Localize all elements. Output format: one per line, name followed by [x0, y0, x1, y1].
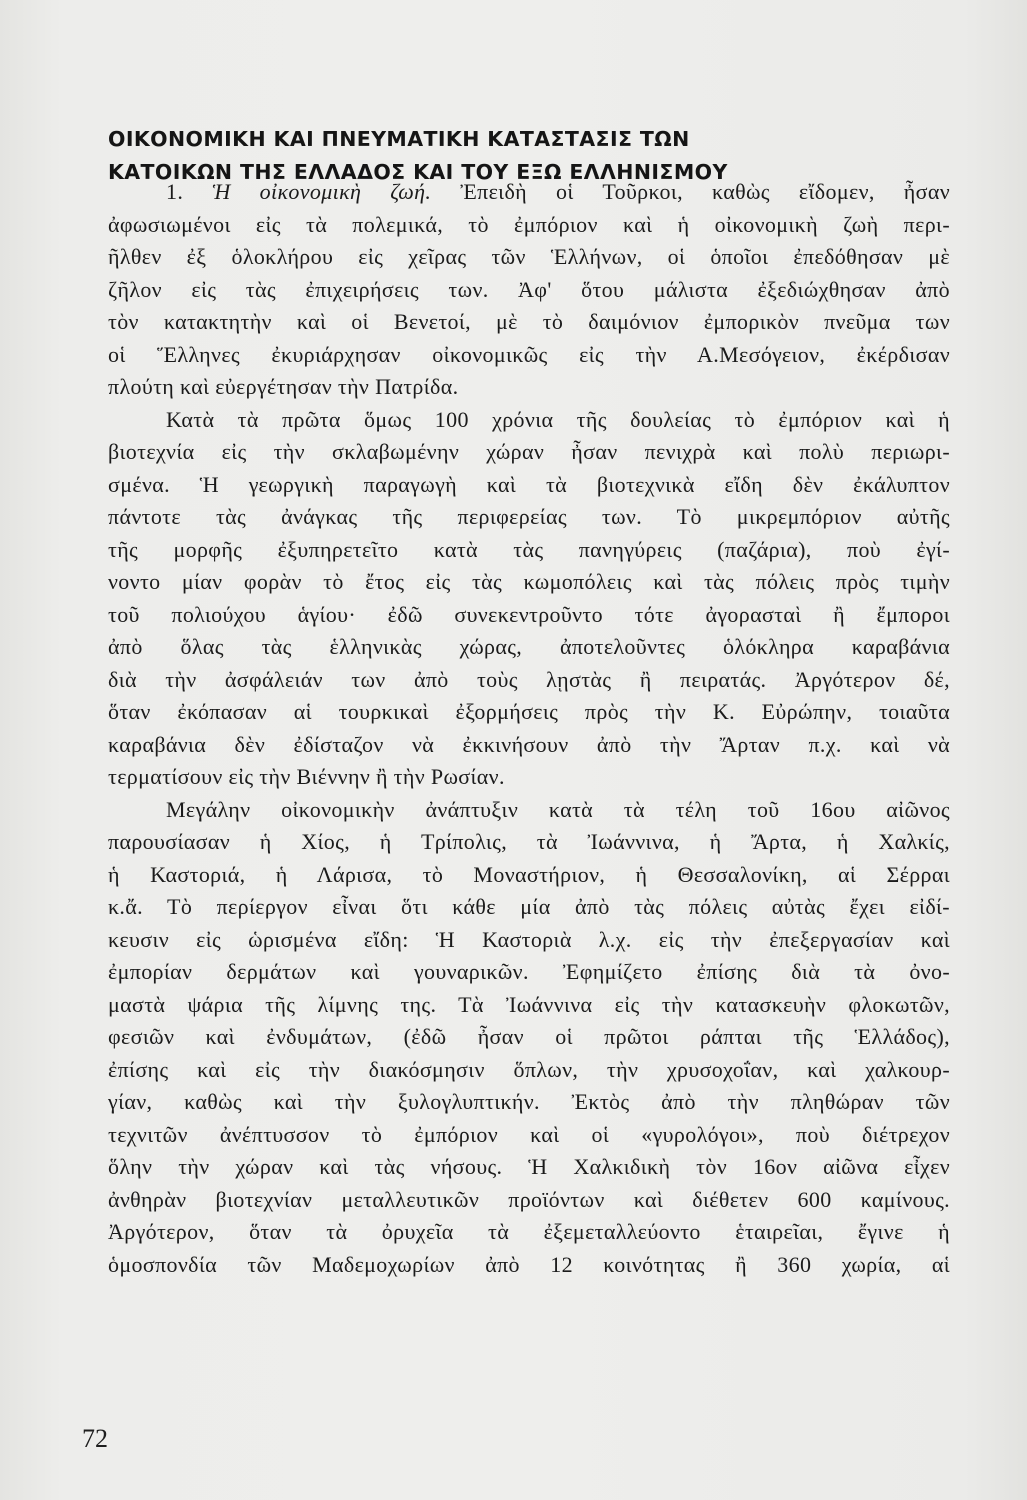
- text-line: διὰ τὴν ἀσφάλειάν των ἀπὸ τοὺς λῃστὰς ἢ πειρατάς. Ἀργότερον δέ,: [108, 666, 950, 692]
- text-line: ἀφωσιωμένοι εἰς τὰ πολεμικά, τὸ ἐμπόριον καὶ ἡ οἰκονομικὴ ζωὴ περι-: [108, 211, 950, 237]
- text-line: πάντοτε τὰς ἀνάγκας τῆς περιφερείας των. Τὸ μικρεμπόριον αὐτῆς: [108, 504, 950, 529]
- body-text: [108, 176, 950, 1281]
- text-line: ἀνθηρὰν βιοτεχνίαν μεταλλευτικῶν προϊόντων καὶ διέθετεν 600 καμίνους.: [108, 1186, 950, 1212]
- text-line: κ.ἄ. Τὸ περίεργον εἶναι ὅτι κάθε μία ἀπὸ τὰς πόλεις αὐτὰς ἔχει εἰδί-: [108, 894, 950, 919]
- text-line: ἐμπορίαν δερμάτων καὶ γουναρικῶν. Ἐφημίζετο ἐπίσης διὰ τὰ ὀνο-: [108, 959, 950, 984]
- text-line-1: [108, 176, 950, 209]
- text-line: τεχνιτῶν ἀνέπτυσσον τὸ ἐμπόριον καὶ οἱ «γυρολόγοι», ποὺ διέτρεχον: [108, 1121, 950, 1147]
- heading-line-1: ΟΙΚΟΝΟΜΙΚΗ ΚΑΙ ΠΝΕΥΜΑΤΙΚΗ ΚΑΤΑΣΤΑΣΙΣ ΤΩΝ: [108, 127, 690, 151]
- text-line: ὅταν ἐκόπασαν αἱ τουρκικαὶ ἐξορμήσεις πρὸς τὴν Κ. Εὐρώπην, τοιαῦτα: [108, 699, 950, 724]
- text-line: Κατὰ τὰ πρῶτα ὅμως 100 χρόνια τῆς δουλείας τὸ ἐμπόριον καὶ ἡ: [166, 406, 950, 432]
- text-line: πλούτη καὶ εὐεργέτησαν τὴν Πατρίδα.: [108, 374, 459, 399]
- text-line: μαστὰ ψάρια τῆς λίμνης της. Τὰ Ἰωάννινα εἰς τὴν κατασκευὴν φλοκωτῶν,: [108, 991, 950, 1017]
- text-line: ὁμοσπονδία τῶν Μαδεμοχωρίων ἀπὸ 12 κοινότητας ἢ 360 χωρία, αἱ: [108, 1251, 950, 1277]
- text-line: νοντο μίαν φορὰν τὸ ἔτος εἰς τὰς κωμοπόλεις καὶ τὰς πόλεις πρὸς τιμὴν: [108, 569, 950, 594]
- text-line: σμένα. Ἡ γεωργικὴ παραγωγὴ καὶ τὰ βιοτεχνικὰ εἴδη δὲν ἐκάλυπτον: [108, 471, 950, 497]
- text-line: τῆς μορφῆς ἐξυπηρετεῖτο κατὰ τὰς πανηγύρεις (παζάρια), ποὺ ἐγί-: [108, 536, 950, 562]
- text-line: παρουσίασαν ἡ Χίος, ἡ Τρίπολις, τὰ Ἰωάννινα, ἡ Ἄρτα, ἡ Χαλκίς,: [108, 829, 950, 854]
- text-line: οἱ Ἕλληνες ἐκυριάρχησαν οἰκονομικῶς εἰς τὴν Α.Μεσόγειον, ἐκέρδισαν: [108, 341, 950, 367]
- text-line: τοῦ πολιούχου ἁγίου· ἐδῶ συνεκεντροῦντο τότε ἀγορασταὶ ἢ ἔμποροι: [108, 601, 950, 627]
- section-subtitle: Ἡ οἰκονομικὴ ζωή.: [212, 179, 432, 204]
- section-number: 1.: [166, 179, 184, 204]
- text-line: κευσιν εἰς ὡρισμένα εἴδη: Ἡ Καστοριὰ λ.χ. εἰς τὴν ἐπεξεργασίαν καὶ: [108, 926, 950, 952]
- text-line: ἐπίσης καὶ εἰς τὴν διακόσμησιν ὅπλων, τὴν χρυσοχοΐαν, καὶ χαλκουρ-: [108, 1056, 950, 1082]
- heading-line-2: ΚΑΤΟΙΚΩΝ ΤΗΣ ΕΛΛΑΔΟΣ ΚΑΙ ΤΟΥ ΕΞΩ ΕΛΛΗΝΙΣΜΟΥ: [108, 160, 728, 184]
- text-line-1-rest: Ἐπειδὴ οἱ Τοῦρκοι, καθὼς εἴδομεν, ἦσαν: [460, 179, 950, 204]
- text-line: Μεγάλην οἰκονομικὴν ἀνάπτυξιν κατὰ τὰ τέλη τοῦ 16ου αἰῶνος: [166, 796, 950, 822]
- page-number: 72: [82, 1424, 108, 1453]
- text-line: καραβάνια δὲν ἐδίσταζον νὰ ἐκκινήσουν ἀπὸ τὴν Ἄρταν π.χ. καὶ νὰ: [108, 731, 950, 757]
- text-line: φεσιῶν καὶ ἐνδυμάτων, (ἐδῶ ἦσαν οἱ πρῶτοι ράπται τῆς Ἑλλάδος),: [108, 1024, 950, 1049]
- text-line: ἡ Καστοριά, ἡ Λάρισα, τὸ Μοναστήριον, ἡ Θεσσαλονίκη, αἱ Σέρραι: [108, 861, 950, 887]
- text-line: τερματίσουν εἰς τὴν Βιέννην ἢ τὴν Ρωσίαν.: [108, 764, 505, 789]
- text-line: ῆλθεν ἐξ ὁλοκλήρου εἰς χεῖρας τῶν Ἑλλήνων, οἱ ὁποῖοι ἐπεδόθησαν μὲ: [108, 244, 950, 269]
- text-line: τὸν κατακτητὴν καὶ οἱ Βενετοί, μὲ τὸ δαιμόνιον ἐμπορικὸν πνεῦμα των: [108, 309, 950, 334]
- text-line: βιοτεχνία εἰς τὴν σκλαβωμένην χώραν ἦσαν πενιχρὰ καὶ πολὺ περιωρι-: [108, 439, 950, 464]
- text-line: ζῆλον εἰς τὰς ἐπιχειρήσεις των. Ἀφ' ὅτου μάλιστα ἐξεδιώχθησαν ἀπὸ: [108, 276, 950, 302]
- text-line: ἀπὸ ὅλας τὰς ἑλληνικὰς χώρας, ἀποτελοῦντες ὁλόκληρα καραβάνια: [108, 634, 950, 659]
- text-line: ὅλην τὴν χώραν καὶ τὰς νήσους. Ἡ Χαλκιδικὴ τὸν 16ον αἰῶνα εἶχεν: [108, 1154, 950, 1179]
- text-line: Ἀργότερον, ὅταν τὰ ὀρυχεῖα τὰ ἐξεμεταλλεύοντο ἑταιρεῖαι, ἔγινε ἡ: [108, 1219, 950, 1244]
- text-line: γίαν, καθὼς καὶ τὴν ξυλογλυπτικήν. Ἐκτὸς ἀπὸ τὴν πληθώραν τῶν: [108, 1089, 950, 1114]
